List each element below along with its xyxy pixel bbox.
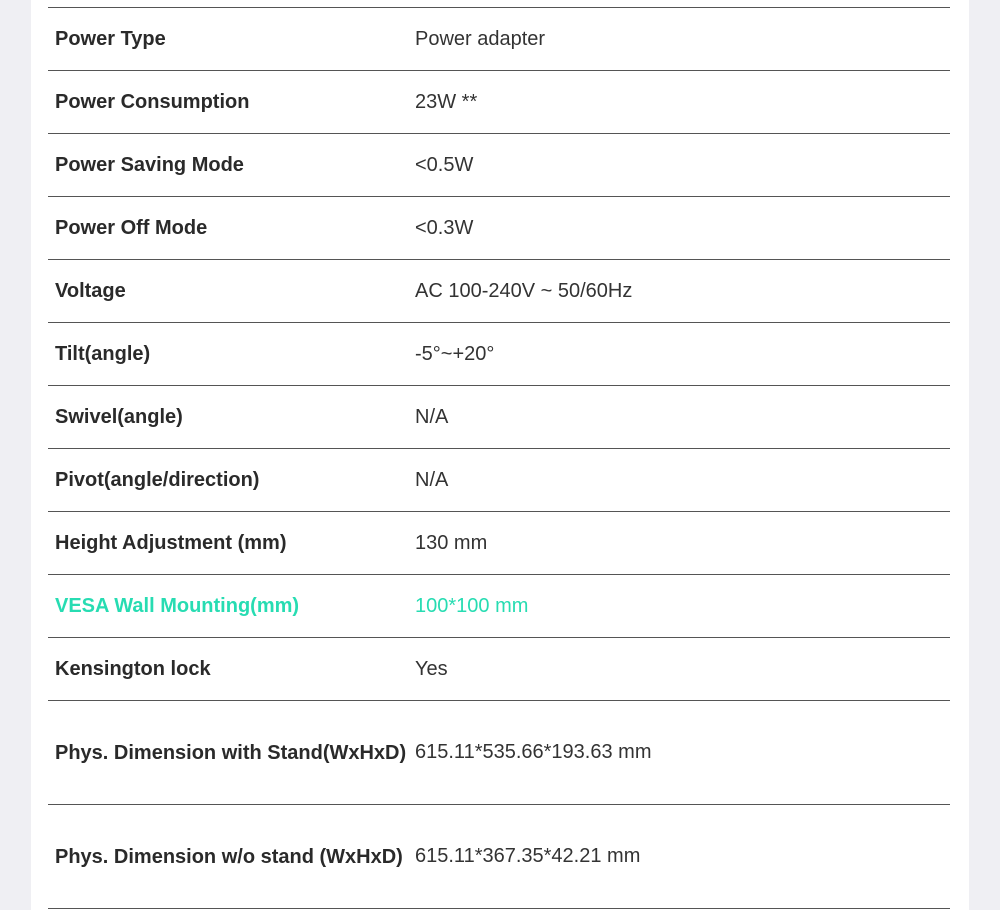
spec-label: Tilt(angle) <box>55 343 151 365</box>
spec-value: -5°~+20° <box>415 342 495 365</box>
table-row <box>48 197 950 260</box>
spec-value: AC 100-240V ~ 50/60Hz <box>415 279 633 302</box>
spec-label: Swivel(angle) <box>55 406 183 428</box>
specification-table <box>48 7 950 909</box>
spec-value: 100*100 mm <box>415 594 529 617</box>
spec-value: 615.11*367.35*42.21 mm <box>415 845 641 867</box>
table-row <box>48 805 950 909</box>
spec-value: <0.5W <box>415 153 474 176</box>
table-row <box>48 71 950 134</box>
spec-label: Phys. Dimension w/o stand (WxHxD) <box>55 845 403 868</box>
spec-value: Yes <box>415 657 448 680</box>
spec-label: Kensington lock <box>55 658 211 680</box>
spec-label: Voltage <box>55 280 126 302</box>
table-row <box>48 260 950 323</box>
spec-value: N/A <box>415 468 449 491</box>
table-row <box>48 701 950 805</box>
spec-label: Phys. Dimension with Stand(WxHxD) <box>55 741 407 764</box>
spec-label: Power Type <box>55 28 166 50</box>
spec-value: N/A <box>415 405 449 428</box>
spec-label: Power Off Mode <box>55 217 208 239</box>
spec-value: 23W ** <box>415 90 478 113</box>
spec-label: VESA Wall Mounting(mm) <box>55 595 300 617</box>
table-row <box>48 638 950 701</box>
table-row-highlighted <box>48 575 950 638</box>
spec-value: <0.3W <box>415 216 474 239</box>
table-row <box>48 386 950 449</box>
table-row <box>48 8 950 71</box>
spec-value: 130 mm <box>415 531 488 554</box>
table-row <box>48 134 950 197</box>
spec-value: 615.11*535.66*193.63 mm <box>415 741 652 763</box>
spec-value: Power adapter <box>415 27 546 50</box>
spec-label: Height Adjustment (mm) <box>55 532 287 554</box>
table-row <box>48 449 950 512</box>
spec-panel <box>31 0 969 910</box>
table-row <box>48 512 950 575</box>
spec-label: Power Saving Mode <box>55 154 244 176</box>
spec-label: Pivot(angle/direction) <box>55 469 260 491</box>
table-row <box>48 323 950 386</box>
spec-label: Power Consumption <box>55 91 250 113</box>
